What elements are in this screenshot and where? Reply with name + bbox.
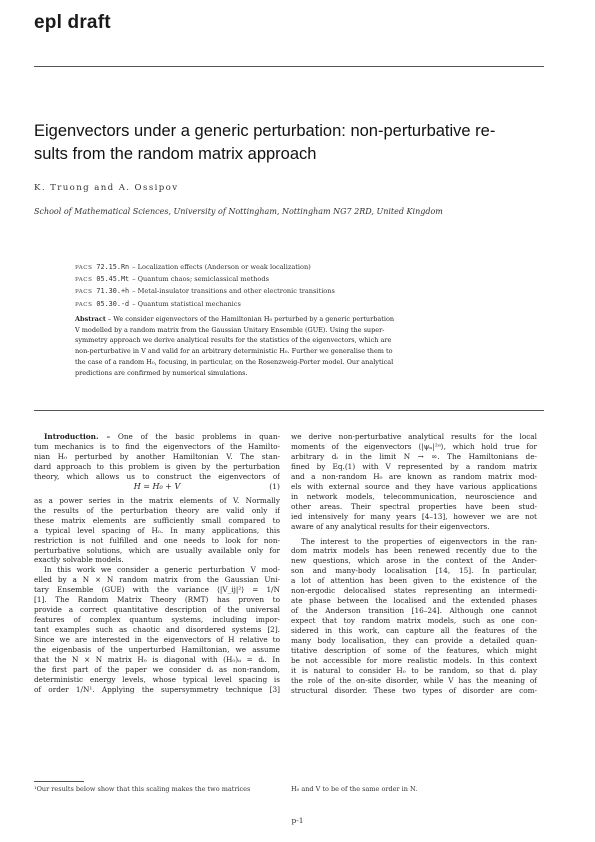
body-line: new questions, which arose in the context of the Ander- (291, 556, 537, 566)
body-line: els with external source and they have various applications (291, 481, 537, 491)
body-line: restriction is not fulfilled and one needs to look for non- (34, 535, 280, 545)
pacs-entry (75, 299, 335, 311)
body-line: arbitrary dᵢ in the limit N → ∞. The Hamiltonians de- (291, 451, 537, 461)
section-heading: Introduction. – (44, 432, 111, 441)
body-line: titative description of some of the features, which might (291, 646, 537, 656)
body-line: tary Ensemble (GUE) with the variance ⟨|V_ij|²⟩ = 1/N (34, 585, 280, 595)
body-line: tum mechanics is to find the eigenvectors of the Hamilto- (34, 441, 280, 451)
abstract-line: symmetry approach we derive analytical results for the statistics of the eigenvectors, which are (75, 336, 392, 345)
body-line: provide a correct quantitative description of the universal (34, 605, 280, 615)
body-line: other areas. Their spectral properties have been stud- (291, 501, 537, 511)
pacs-code: 72.15.Rn (96, 263, 130, 271)
body-line: In this work we consider a generic perturbation V mod- (44, 565, 280, 575)
pacs-label: PACS (75, 277, 93, 284)
abstract-label: Abstract (75, 315, 106, 323)
equation-number: (1) (269, 481, 280, 491)
body-line: nian H₀ perturbed by another Hamiltonian V. The stan- (34, 451, 280, 461)
abstract (75, 314, 519, 378)
right-column (291, 432, 537, 696)
pacs-entry (75, 262, 335, 274)
body-line: elled by a N × N random matrix from the Gaussian Uni- (34, 575, 280, 585)
body-line: perturbative solutions, which are usually available only for (34, 545, 280, 555)
abstract-line: non-perturbative in V and valid for an arbitrary deterministic H₀. Further we generalise them to (75, 347, 393, 356)
body-line: as a power series in the matrix elements of V. Normally (34, 495, 280, 505)
footnote: ¹Our results below show that this scaling makes the two matrices (34, 785, 251, 793)
body-line: [1]. The Random Matrix Theory (RMT) has proven to (34, 595, 280, 605)
body-line: aware of any analytical results for their eigenvectors. (291, 521, 490, 531)
equation: H = H₀ + V (133, 481, 181, 491)
abstract-line (75, 314, 519, 325)
body-line: theory, which allows us to construct the eigenvectors of (34, 471, 280, 481)
title-line: sults from the random matrix approach (34, 145, 317, 163)
body-line: fined by Eq.(1) with V represented by a random matrix (291, 461, 537, 471)
body-line: be not accessible for more realistic models. In this context (291, 655, 537, 665)
abstract-line: predictions are confirmed by numerical simulations. (75, 368, 248, 377)
body-text: One of the basic problems in quan- (110, 432, 280, 441)
left-column (34, 432, 280, 695)
body-line: sidered in this work, can capture all the features of the (291, 626, 537, 636)
body-line: expect that toy random matrix models, such as one con- (291, 616, 537, 626)
pacs-description: – Localization effects (Anderson or weak localization) (130, 263, 311, 271)
body-line: tant examples such as chaotic and disordered systems [2]. (34, 625, 280, 635)
pacs-label: PACS (75, 265, 93, 271)
pacs-entry (75, 286, 335, 298)
body-line: The interest to the properties of eigenvectors in the ran- (301, 536, 537, 546)
body-line: that the N × N matrix H₀ is diagonal with (H₀)ᵢᵢ = dᵢ. In (34, 655, 280, 665)
body-line: structural disorder. These two types of disorder are com- (291, 685, 537, 695)
pacs-label: PACS (75, 301, 93, 308)
body-line: and a non-random H₀ are known as random matrix mod- (291, 471, 537, 481)
abstract-line: V modelled by a random matrix from the Gaussian Unitary Ensemble (GUE). Using the super- (75, 325, 385, 334)
body-line: ied intensively for many years [4–13], however we are not (291, 511, 537, 521)
pacs-code: 05.30.-d (96, 299, 130, 308)
body-line: son and many-body localisation [14, 15]. In particular, (291, 566, 537, 576)
pacs-description: – Quantum chaos; semiclassical methods (130, 275, 269, 284)
body-line: features of complex quantum systems, including impor- (34, 615, 280, 625)
body-line: dom matrix models has been renewed recently due to the (291, 546, 537, 556)
pacs-list (75, 262, 335, 311)
body-line: of order 1/N¹. Applying the supersymmetry technique [3] (34, 684, 280, 694)
pacs-entry (75, 274, 335, 286)
body-line: the first part of the paper we consider dᵢ as non-random, (34, 664, 280, 674)
body-line: it is natural to consider H₀ to be random, so that dᵢ play (291, 665, 537, 675)
abstract-line: the case of a random H₀, focusing, in particular, on the Rosenzweig-Porter model. Our analytical (75, 357, 394, 366)
body-line: these matrix elements are sufficiently small compared to (34, 515, 280, 525)
pacs-code: 71.30.+h (96, 287, 130, 296)
body-line: the role of the on-site disorder, while V has the meaning of (291, 675, 537, 685)
body-line: a lot of attention has been given to the existence of the (291, 576, 537, 586)
body-line: Since we are interested in the eigenvectors of H relative to (34, 635, 280, 645)
body-line: deterministic energy levels, whose typical level spacing is (34, 674, 280, 684)
body-line: dard approach to this problem is given by the perturbation (34, 461, 280, 471)
title-line: Eigenvectors under a generic perturbation: non-perturbative re- (34, 122, 496, 140)
header-rule (34, 66, 544, 67)
body-line: in network models, telecommunication, neuroscience and (291, 491, 537, 501)
pacs-code: 05.45.Mt (96, 275, 130, 284)
body-line: the results of the perturbation theory are valid only if (34, 505, 280, 515)
body-line (34, 432, 280, 442)
pacs-label: PACS (75, 289, 93, 296)
footnote-continuation: H₀ and V to be of the same order in N. (291, 785, 418, 793)
pacs-description: – Metal-insulator transitions and other electronic transitions (130, 287, 335, 296)
footnote-rule (34, 781, 84, 782)
body-line: a typical level spacing of H₀. In many applications, this (34, 525, 280, 535)
equation-1 (34, 482, 280, 496)
body-line: the eigenbasis of the unperturbed Hamiltonian, we assume (34, 645, 280, 655)
pacs-description: – Quantum statistical mechanics (130, 299, 241, 308)
body-line: non-ergodic delocalised states representing an intermedi- (291, 586, 537, 596)
body-line: we derive non-perturbative analytical results for the local (291, 432, 537, 441)
page-number: p-1 (291, 816, 304, 825)
body-line: of the Anderson transition [16–24]. Although one cannot (291, 606, 537, 616)
body-line: many body localisation, they can provide a detailed quan- (291, 636, 537, 646)
body-line: moments of the eigenvectors ⟨|ψₙ|²ᵅ⟩, which hold true for (291, 441, 537, 451)
abstract-text: – We consider eigenvectors of the Hamiltonian H₀ perturbed by a generic perturbation (105, 315, 395, 323)
authors: K. Truong and A. Ossipov (34, 183, 179, 193)
abstract-rule (34, 410, 544, 411)
body-line: exactly solvable models. (34, 555, 124, 565)
affiliation: School of Mathematical Sciences, University of Nottingham, Nottingham NG7 2RD, United Kingdom (34, 207, 443, 216)
journal-header: epl draft (34, 12, 111, 33)
body-line: ate phase between the localised and the extended phases (291, 596, 537, 606)
paper-title (34, 120, 549, 166)
